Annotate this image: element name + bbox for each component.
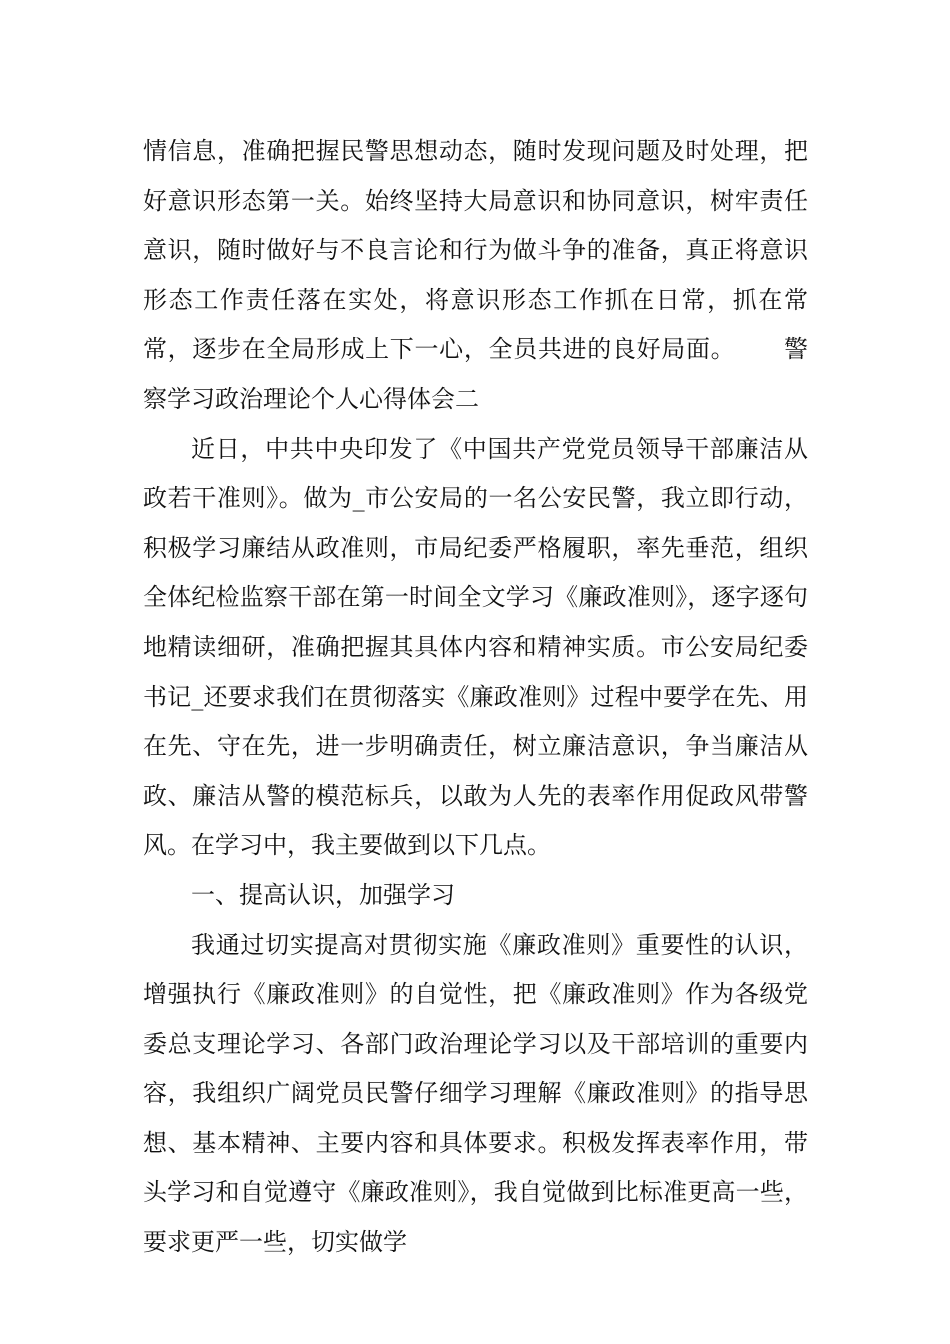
paragraph-intro: 近日，中共中央印发了《中国共产党党员领导干部廉洁从政若干准则》。做为_市公安局的一名公安民警，我立即行动，积极学习廉结从政准则，市局纪委严格履职，率先垂范，组织全体纪检监察干部在第一时间全文学习《廉政准则》，逐字逐句地精读细研，准确把握其具体内容和精神实质。市公安局纪委书记_还要求我们在贯彻落实《廉政准则》过程中要学在先、用在先、守在先，进一步明确责任，树立廉洁意识，争当廉洁从政、廉洁从警的模范标兵，以敢为人先的表率作用促政风带警风。在学习中，我主要做到以下几点。 xyxy=(143,434,808,860)
section-heading: 警察学习政治理论个人心得体会二 xyxy=(143,335,809,413)
paragraph-continued xyxy=(143,127,808,425)
paragraph-study: 我通过切实提高对贯彻实施《廉政准则》重要性的认识，增强执行《廉政准则》的自觉性，把《廉政准则》作为各级党委总支理论学习、各部门政治理论学习以及干部培训的重要内容，我组织广阔党员民警仔细学习理解《廉政准则》的指导思想、基本精神、主要内容和具体要求。积极发挥表率作用，带头学习和自觉遵守《廉政准则》，我自觉做到比标准更高一些，要求更严一些，切实做学 xyxy=(143,930,808,1257)
paragraph-text: 情信息，准确把握民警思想动态，随时发现问题及时处理，把好意识形态第一关。始终坚持大局意识和协同意识，树牢责任意识，随时做好与不良言论和行为做斗争的准备，真正将意识形态工作责任落在实处，将意识形态工作抓在日常，抓在常常，逐步在全局形成上下一心，全员共进的良好局面。 xyxy=(143,137,808,364)
document-body xyxy=(143,127,808,1268)
subheading-one: 一、提高认识，加强学习 xyxy=(191,880,455,909)
